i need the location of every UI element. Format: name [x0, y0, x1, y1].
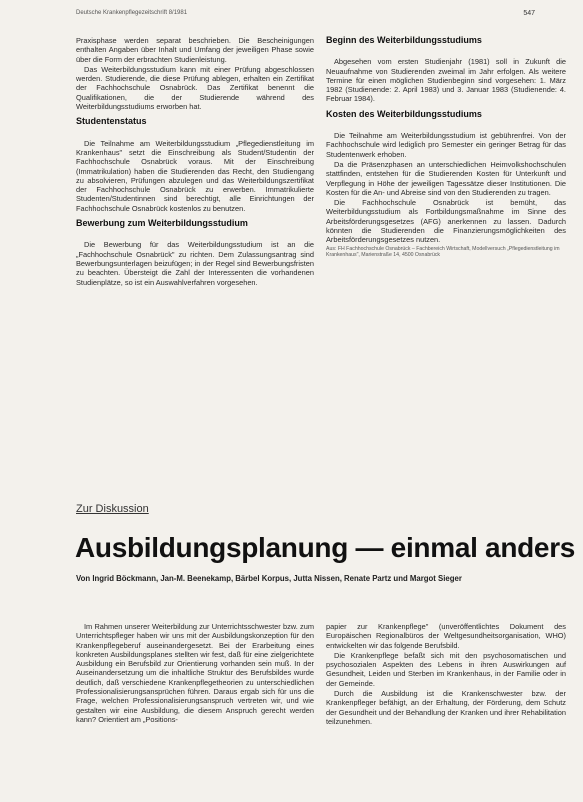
- article-right-column: [326, 622, 566, 727]
- article-authors: Von Ingrid Böckmann, Jan-M. Beenekamp, Bärbel Korpus, Jutta Nissen, Renate Partz und Margot Sieger: [76, 574, 462, 583]
- paragraph: Die Teilnahme am Weiterbildungsstudium „Pflegedienstleitung im Krankenhaus" setzt die Einschreibung als Student/Studentin der Fachhochschule Osnabrück voraus. Mit der Einschreibung (Immatrikulation) haben die Studierenden das Recht, den Studiengang zu absolvieren, Prüfungen abzulegen und das Weiterbildungszertifikat der Fachhochschule Osnabrück zu erwerben. Immatrikulierte Studenten/Studentinnen sind berechtigt, alle Einrichtungen der Fachhochschule Osnabrück kostenlos zu benutzen.: [76, 138, 314, 213]
- paragraph: Die Bewerbung für das Weiterbildungsstudium ist an die „Fachhochschule Osnabrück" zu richten. Dem Zulassungsantrag sind Bewerbungsunterlagen beizufügen; in der Regel sind Bewerbungsfristen zu beachten. Übersteigt die Zahl der Interessenten die vorhandenen Studienplätze, so ist ein Auswahlverfahren vorgesehen.: [76, 240, 314, 287]
- top-right-column: [326, 36, 566, 260]
- paragraph: Abgesehen vom ersten Studienjahr (1981) soll in Zukunft die Neuaufnahme von Studierenden zweimal im Jahr erfolgen. Als weitere Termine für einen möglichen Studienbeginn sind vorgesehen: 1. März 1982 (Studienende: 2. April 1983) und 3. Januar 1983 (Studienende: 4. Februar 1984).: [326, 57, 566, 104]
- paragraph: Im Rahmen unserer Weiterbildung zur Unterrichtsschwester bzw. zum Unterrichtspfleger haben wir uns mit der Ausbildungskonzeption für den Krankenpflegeberuf auseinandergesetzt. Bei der Erarbeitung eines konkreten Ausbildungsplanes stellten wir fest, daß für eine zielgerichtete Ausbildung ein Berufsbild zur Orientierung vorhanden sein muß. In der Auseinandersetzung um die inhaltliche Struktur des Berufsbildes wurde deutlich, daß verschiedene Krankenpflegetheorien zu unterschiedlichen Professionalisierungsansprüchen führen. Daraus ergab sich für uns die Frage, welchen Professionalisierungsanspruch vertreten wir, und wie gestalten wir eine Ausbildung, die diesem Anspruch gerecht werden kann? Orientiert am „Positions-: [76, 622, 314, 724]
- article-left-column: [76, 622, 314, 725]
- article-title: Ausbildungsplanung — einmal anders: [75, 532, 576, 563]
- paragraph: Die Krankenpflege befaßt sich mit den psychosomatischen und psychosozialen Aspekten des Lebens in ihren Auswirkungen auf Gesundheit, Leiden und Sterben im Krankenhaus, in der Familie oder in der Gemeinde.: [326, 650, 566, 688]
- paragraph: Die Teilnahme am Weiterbildungsstudium ist gebührenfrei. Von der Fachhochschule wird lediglich pro Semester ein geringer Betrag für das Studentenwerk erhoben.: [326, 131, 566, 159]
- paragraph: Da die Präsenzphasen an unterschiedlichen Heimvolkshochschulen stattfinden, entstehen für die Studierenden Kosten für Unterkunft und Verpflegung in Höhe der jeweiligen Tagessätze dieser Institutionen. Die Kosten für die An- und Abreise sind von den Studierenden zu tragen.: [326, 159, 566, 197]
- section-heading-beginn: Beginn des Weiterbildungsstudiums: [326, 35, 482, 45]
- running-header: Deutsche Krankenpflegezeitschrift 8/1981: [76, 10, 188, 16]
- page-number: 547: [523, 10, 535, 17]
- paragraph: papier zur Krankenpflege" (unveröffentlichtes Dokument des Europäischen Regionalbüros der Weltgesundheitsorganisation, WHO) entwickelten wir das folgende Berufsbild.: [326, 622, 566, 650]
- section-rubric: Zur Diskussion: [76, 503, 149, 515]
- paragraph: Das Weiterbildungsstudium kann mit einer Prüfung abgeschlossen werden. Studierende, die diese Prüfung ablegen, erhalten ein Zertifikat der Fachhochschule Osnabrück. Das Zertifikat benennt die Qualifikationen, die der Studierende während des Weiterbildungsstudiums erworben hat.: [76, 64, 314, 112]
- paragraph: Durch die Ausbildung ist die Krankenschwester bzw. der Krankenpfleger befähigt, an der Erhaltung, der Förderung, dem Schutz der Gesundheit und der Behandlung der Kranken und ihrer Rehabilitation teilzunehmen.: [326, 689, 566, 726]
- section-heading-studentenstatus: Studentenstatus: [76, 116, 147, 127]
- paragraph: Die Fachhochschule Osnabrück ist bemüht, das Weiterbildungsstudium als Fortbildungsmaßnahme im Sinne des Arbeitsförderungsgesetzes (AFG) anerkennen zu lassen. Dadurch könnten die Studierenden die Finanzierungsmöglichkeiten des Arbeitsförderungsgesetzes nutzen.: [326, 198, 566, 245]
- section-heading-bewerbung: Bewerbung zum Weiterbildungsstudium: [76, 218, 248, 229]
- source-caption: Aus: FH Fachhochschule Osnabrück – Fachbereich Wirtschaft, Modellversuch „Pflegedienstleitung im Krankenhaus", Marienstraße 14, 4500 Osnabrück: [326, 245, 560, 259]
- top-left-column: [76, 36, 314, 288]
- section-heading-kosten: Kosten des Weiterbildungsstudiums: [326, 108, 482, 119]
- paragraph: Praxisphase werden separat beschrieben. Die Bescheinigungen enthalten Angaben über Inhalt und Umfang der jeweiligen Phase sowie über die Form der erbrachten Studienleistung.: [76, 36, 314, 64]
